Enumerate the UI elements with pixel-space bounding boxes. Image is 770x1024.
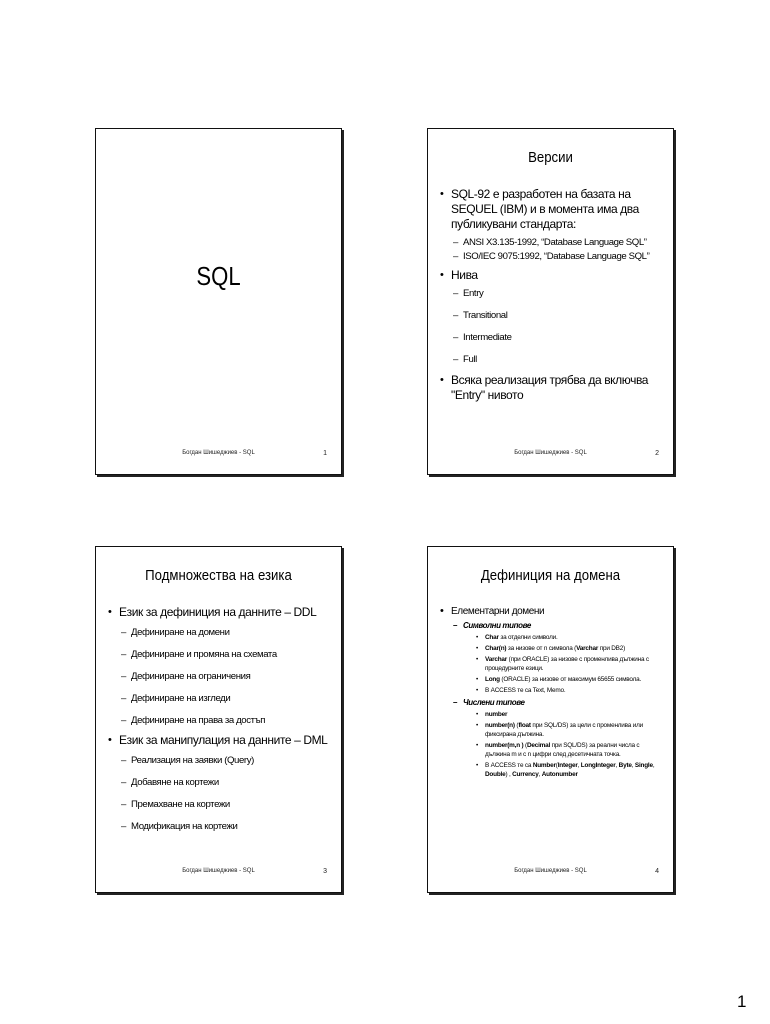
list-item: • В ACCESS те са Number(Integer, LongInteger, Byte, Single, Double) , Currency, Autonumber [463, 761, 665, 779]
list-item: – Реализация на заявки (Query) [119, 755, 333, 766]
list-item: • Елементарни домени – Символни типове • Char за отделни символи. • Char(n) за низове от n символа (Varchar при DB2) • Varchar (при ORACLE) за низове с променлива дължина с процедурните езици. • Long (ORACLE) за низове от максимум 65655 символа. • В ACCESS те са Text, Memo. – Числени типове • number • number(n) (float при SQL/DS) за цели с променлива или фиксирана дължина. • number(m,n ) (Decimal при SQL/DS) за реални числа с дължина m и с n цифри след десетичната точка. • В ACCESS те са Number(Integer, LongInteger, Byte, Single, Double) , Currency, Autonumber [438, 605, 665, 779]
slide-3-footer: Богдан Шишеджиев - SQL [182, 868, 255, 874]
slide-3 [95, 546, 342, 893]
slide-4-title: Дефиниция на домена [480, 567, 621, 584]
slide-1-title: SQL [196, 261, 241, 291]
slide-4 [427, 546, 674, 893]
slide-2 [427, 128, 674, 475]
list-item: – Дефиниране на изгледи [119, 693, 333, 704]
list-item: – Дефиниране и промяна на схемата [119, 649, 333, 660]
slide-4-number: 4 [655, 868, 659, 875]
list-item: • В ACCESS те са Text, Memo. [463, 686, 665, 695]
list-item: – Entry [451, 288, 665, 299]
slide-1-footer: Богдан Шишеджиев - SQL [182, 450, 255, 456]
list-item: – Премахване на кортежи [119, 799, 333, 810]
list-item: • Char(n) за низове от n символа (Varchar при DB2) [463, 644, 665, 653]
slide-2-title: Версии [528, 149, 573, 166]
slide-1-number: 1 [323, 450, 327, 457]
slide-2-bullets [438, 187, 665, 403]
list-item: – Full [451, 354, 665, 365]
slide-1 [95, 128, 342, 475]
list-item: – ANSI X3.135-1992, “Database Language SQL” [451, 237, 665, 248]
list-item: – Intermediate [451, 332, 665, 343]
list-item: – Дефиниране на ограничения [119, 671, 333, 682]
list-item: – Дефиниране на права за достъп [119, 715, 333, 726]
list-item: • Char за отделни символи. [463, 633, 665, 642]
list-item: • Varchar (при ORACLE) за низове с променлива дължина с процедурните езици. [463, 655, 665, 673]
slide-3-number: 3 [323, 868, 327, 875]
list-item: • number(n) (float при SQL/DS) за цели с променлива или фиксирана дължина. [463, 721, 665, 739]
slide-4-bullets [438, 605, 665, 779]
list-item: – Числени типове • number • number(n) (float при SQL/DS) за цели с променлива или фиксирана дължина. • number(m,n ) (Decimal при SQL/DS) за реални числа с дължина m и с n цифри след десетичната точка. • В ACCESS те са Number(Integer, LongInteger, Byte, Single, Double) , Currency, Autonumber [451, 697, 665, 779]
list-item: – Модификация на кортежи [119, 821, 333, 832]
list-item: – Символни типове • Char за отделни символи. • Char(n) за низове от n символа (Varchar при DB2) • Varchar (при ORACLE) за низове с променлива дължина с процедурните езици. • Long (ORACLE) за низове от максимум 65655 символа. • В ACCESS те са Text, Memo. [451, 620, 665, 695]
page-number: 1 [737, 992, 747, 1011]
list-item: – ISO/IEC 9075:1992, “Database Language SQL” [451, 251, 665, 262]
slide-3-title: Подмножества на езика [145, 567, 292, 584]
slide-2-footer: Богдан Шишеджиев - SQL [514, 450, 587, 456]
slide-3-bullets [106, 605, 333, 832]
list-item: • Език за дефиниция на данните – DDL – Дефиниране на домени – Дефиниране и промяна на схемата – Дефиниране на ограничения – Дефиниране на изгледи – Дефиниране на права за достъп [106, 605, 333, 726]
list-item: • Език за манипулация на данните – DML – Реализация на заявки (Query) – Добавяне на кортежи – Премахване на кортежи – Модификация на кортежи [106, 733, 333, 832]
list-item: • number(m,n ) (Decimal при SQL/DS) за реални числа с дължина m и с n цифри след десетичната точка. [463, 741, 665, 759]
list-item: • Нива – Entry – Transitional – Intermediate – Full [438, 268, 665, 365]
slide-2-number: 2 [655, 450, 659, 457]
list-item: – Transitional [451, 310, 665, 321]
list-item: – Добавяне на кортежи [119, 777, 333, 788]
list-item: • number [463, 710, 665, 719]
list-item: • SQL-92 е разработен на базата на SEQUEL (IBM) и в момента има два публикувани стандарта: – ANSI X3.135-1992, “Database Language SQL” – ISO/IEC 9075:1992, “Database Language SQL” [438, 187, 665, 262]
list-item: • Long (ORACLE) за низове от максимум 65655 символа. [463, 675, 665, 684]
list-item: • Всяка реализация трябва да включва "Entry" нивото [438, 373, 665, 403]
list-item: – Дефиниране на домени [119, 627, 333, 638]
slide-4-footer: Богдан Шишеджиев - SQL [514, 868, 587, 874]
